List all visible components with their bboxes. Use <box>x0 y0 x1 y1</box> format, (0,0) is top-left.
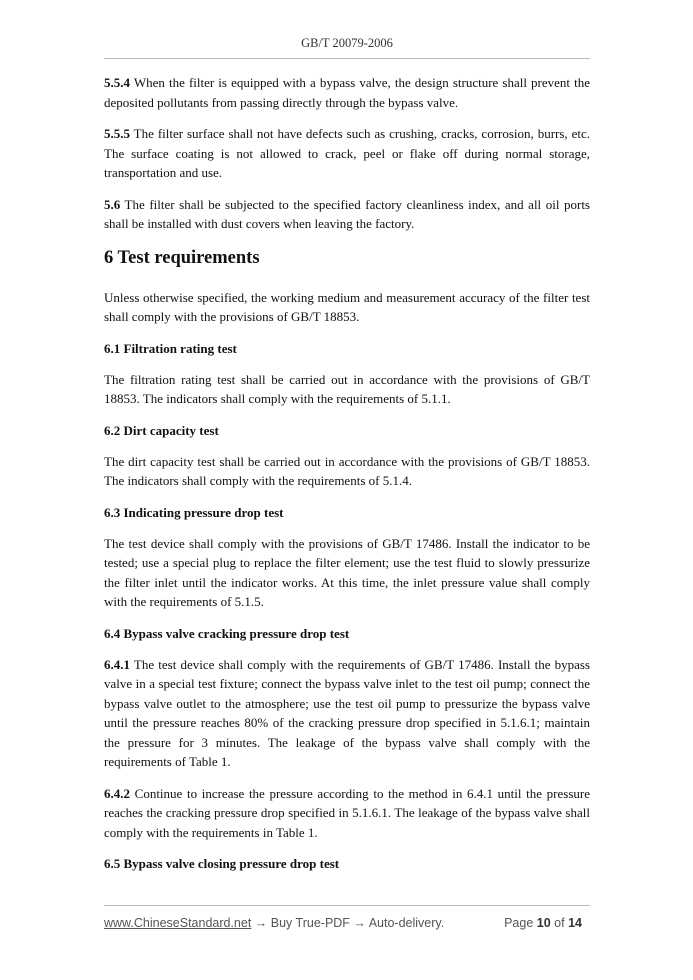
page-indicator <box>504 916 582 930</box>
clause-6-4-2 <box>104 784 590 843</box>
of-label: of <box>554 916 565 930</box>
section-6-3-text: The test device shall comply with the provisions of GB/T 17486. Install the indicator to be tested; use a special plug to replace the filter element; use the test fluid to slowly pressurize the filter inlet until the indicator works. At this time, the inlet pressure value shall comply with the requirements of 5.1.5. <box>104 535 590 609</box>
clause-number: 5.5.5 <box>104 126 130 141</box>
section-6-4-heading: 6.4 Bypass valve cracking pressure drop test <box>104 625 350 641</box>
clause-text: The filter shall be subjected to the specified factory cleanliness index, and all oil ports shall be installed with dust covers when leaving the factory. <box>104 196 590 231</box>
clause-text: When the filter is equipped with a bypass valve, the design structure shall prevent the deposited pollutants from passing directly through the bypass valve. <box>104 75 590 110</box>
total-pages: 14 <box>568 916 582 930</box>
clause-text: Continue to increase the pressure according to the method in 6.4.1 until the pressure reaches the cracking pressure drop specified in 5.1.6.1. The leakage of the bypass valve shall comply with the requirements in Table 1. <box>104 785 590 840</box>
section-6-2-text: The dirt capacity test shall be carried out in accordance with the provisions of GB/T 18853. The indicators shall comply with the requirements of 5.1.4. <box>104 453 590 488</box>
current-page: 10 <box>536 916 551 930</box>
section-6-heading: 6 Test requirements <box>104 247 260 268</box>
section-6-5-heading: 6.5 Bypass valve closing pressure drop test <box>104 856 340 871</box>
site-link[interactable]: www.ChineseStandard.net <box>104 916 252 930</box>
section-6-intro: Unless otherwise specified, the working medium and measurement accuracy of the filter test shall comply with the provisions of GB/T 18853. <box>104 289 590 324</box>
clause-text: The filter surface shall not have defects such as crushing, cracks, corrosion, burrs, etc. The surface coating is not allowed to crack, peel or flake off during normal storage, transportation and use. <box>104 126 590 180</box>
section-6-3-heading: 6.3 Indicating pressure drop test <box>104 504 284 520</box>
clause-text: The test device shall comply with the requirements of GB/T 17486. Install the bypass valve in a special test fixture; connect the bypass valve inlet to the test oil pump; connect the bypass valve outlet to the atmosphere; use the test oil pump to pressurize the bypass valve until the pressure reaches 80% of the cracking pressure drop specified in 5.1.6.1; maintain the pressure for 3 minutes. The leakage of the bypass valve shall comply with the requirements of Table 1. <box>104 656 590 769</box>
section-6-1-text: The filtration rating test shall be carried out in accordance with the provisions of GB/T 18853. The indicators shall comply with the requirements of 5.1.1. <box>104 371 590 406</box>
clause-number: 6.4.1 <box>104 656 130 672</box>
clause-number: 5.5.4 <box>104 75 130 90</box>
promo-text: → Buy True-PDF → Auto-delivery. <box>251 916 445 930</box>
document-code: GB/T 20079-2006 <box>301 36 393 50</box>
page-label: Page <box>504 916 534 930</box>
clause-5-5-5 <box>104 124 590 183</box>
page-footer <box>104 905 590 944</box>
section-6-2-heading: 6.2 Dirt capacity test <box>104 422 219 438</box>
clause-5-5-4 <box>104 73 590 112</box>
section-6-1-heading: 6.1 Filtration rating test <box>104 340 237 356</box>
page-header <box>104 28 590 59</box>
clause-number: 6.4.2 <box>104 785 130 801</box>
page-content <box>104 73 590 885</box>
clause-5-6 <box>104 195 590 234</box>
clause-number: 5.6 <box>104 196 121 212</box>
footer-promo <box>104 916 444 930</box>
clause-6-4-1 <box>104 655 590 772</box>
